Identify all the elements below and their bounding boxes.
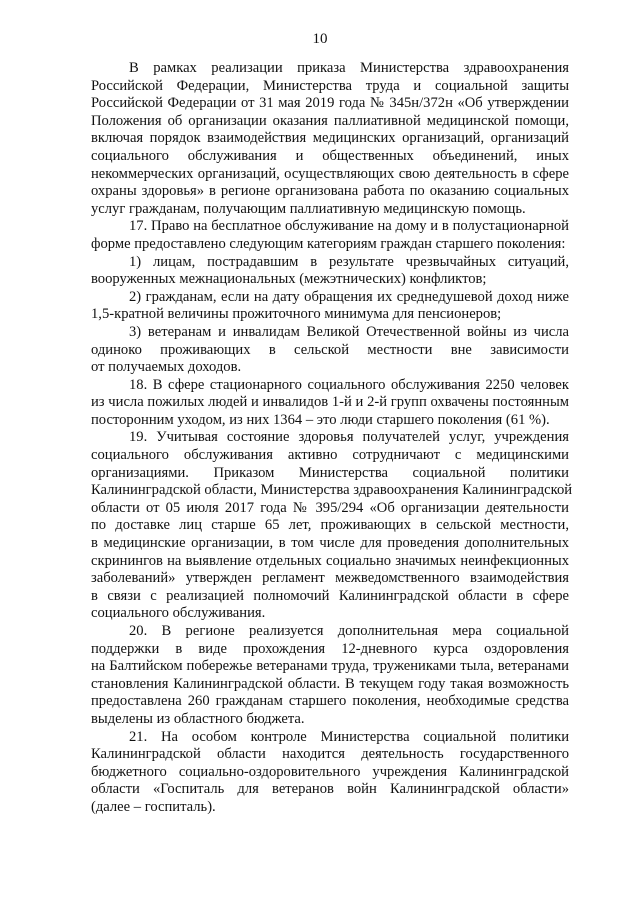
text-line: бюджетного социально-оздоровительного учреждения Калининградской [91,763,569,780]
text-line: В рамках реализации приказа Министерства здравоохранения [129,60,569,76]
text-line: 1) лицам, пострадавшим в результате чрезвычайных ситуаций, [129,253,569,270]
text-line: социального обслуживания и общественных объединений, иных [91,147,569,164]
text-line: 19. Учитывая состояние здоровья получателей услуг, учреждения [129,429,569,446]
text-line: форме предоставлено следующим категориям граждан старшего поколения: [91,235,566,252]
paragraph-p17-2 [91,289,569,324]
text-line: социального обслуживания. [91,605,266,622]
paragraph-p19 [91,429,573,623]
text-line: вооруженных межнациональных (межэтнических) конфликтов; [91,271,487,288]
text-line: от получаемых доходов. [91,359,242,376]
paragraph-p20 [91,623,569,729]
text-line: организациями. Приказом Министерства социальной политики [91,464,569,481]
text-line: заболеваний» утвержден регламент межведомственного взаимодействия [91,570,569,587]
text-line: из числа пожилых людей и инвалидов 1-й и 2-й групп охвачены постоянным [91,394,569,411]
text-line: Российской Федерации, Министерства труда и социальной защиты [91,77,569,94]
text-line: 20. В регионе реализуется дополнительная мера социальной [129,623,569,639]
text-line: предоставлена 260 гражданам старшего поколения, необходимые средства [91,693,569,710]
text-line: социального обслуживания активно сотрудничают с медицинскими [91,447,569,464]
paragraph-p21 [91,729,569,817]
document-body [91,60,573,817]
text-line: 2) гражданам, если на дату обращения их среднедушевой доход ниже [129,288,569,305]
text-line: включая порядок взаимодействия медицинских организаций, организаций [91,130,569,147]
text-line: становления Калининградской области. В текущем году такая возможность [91,675,569,692]
text-line: по доставке лиц старше 65 лет, проживающих в сельской местности, [91,517,569,534]
text-line: 3) ветеранам и инвалидам Великой Отечественной войны из числа [129,323,569,340]
text-line: выделены из областного бюджета. [91,710,305,727]
text-line: Положения об организации оказания паллиативной медицинской помощи, [91,112,569,129]
page-number: 10 [312,31,328,47]
text-line: (далее – госпиталь). [91,798,216,815]
paragraph-intro [91,60,569,218]
text-line: 17. Право на бесплатное обслуживание на дому и в полустационарной [129,218,569,235]
text-line: охраны здоровья» в регионе организована работа по оказанию социальных [91,183,569,200]
text-line: в связи с реализацией полномочий Калининградской области в сфере [91,587,569,604]
text-line: одиноко проживающих в сельской местности вне зависимости [91,341,569,358]
text-line: услуг гражданам, получающим паллиативную медицинскую помощь. [91,200,526,217]
paragraph-p18 [91,377,569,430]
text-line: 18. В сфере стационарного социального обслуживания 2250 человек [129,376,569,393]
text-line: Российской Федерации от 31 мая 2019 года № 345н/372н «Об утверждении [91,95,569,112]
text-line: 1,5-кратной величины прожиточного минимума для пенсионеров; [91,306,502,323]
text-line: на Балтийском побережье ветеранами труда, тружениками тыла, ветеранами [91,658,569,675]
text-line: некоммерческих организаций, осуществляющих свою деятельность в сфере [91,165,569,182]
paragraph-p17 [91,218,569,253]
text-line: скринингов на выявление отдельных социально значимых неинфекционных [91,552,569,569]
text-line: Калининградской области, Министерства здравоохранения Калининградской [91,482,573,499]
paragraph-p17-1 [91,254,569,289]
text-line: Калининградской области находится деятельность государственного [91,746,569,763]
text-line: области «Госпиталь для ветеранов войн Калининградской области» [91,781,569,798]
text-line: поддержки в виде прохождения 12-дневного курса оздоровления [91,640,569,657]
text-line: 21. На особом контроле Министерства социальной политики [129,728,569,745]
text-line: посторонним уходом, из них 1364 – это люди старшего поколения (61 %). [91,411,550,428]
paragraph-p17-3 [91,324,569,377]
text-line: в медицинские организации, в том числе для проведения дополнительных [91,535,569,552]
text-line: области от 05 июля 2017 года № 395/294 «Об организации деятельности [91,499,569,516]
